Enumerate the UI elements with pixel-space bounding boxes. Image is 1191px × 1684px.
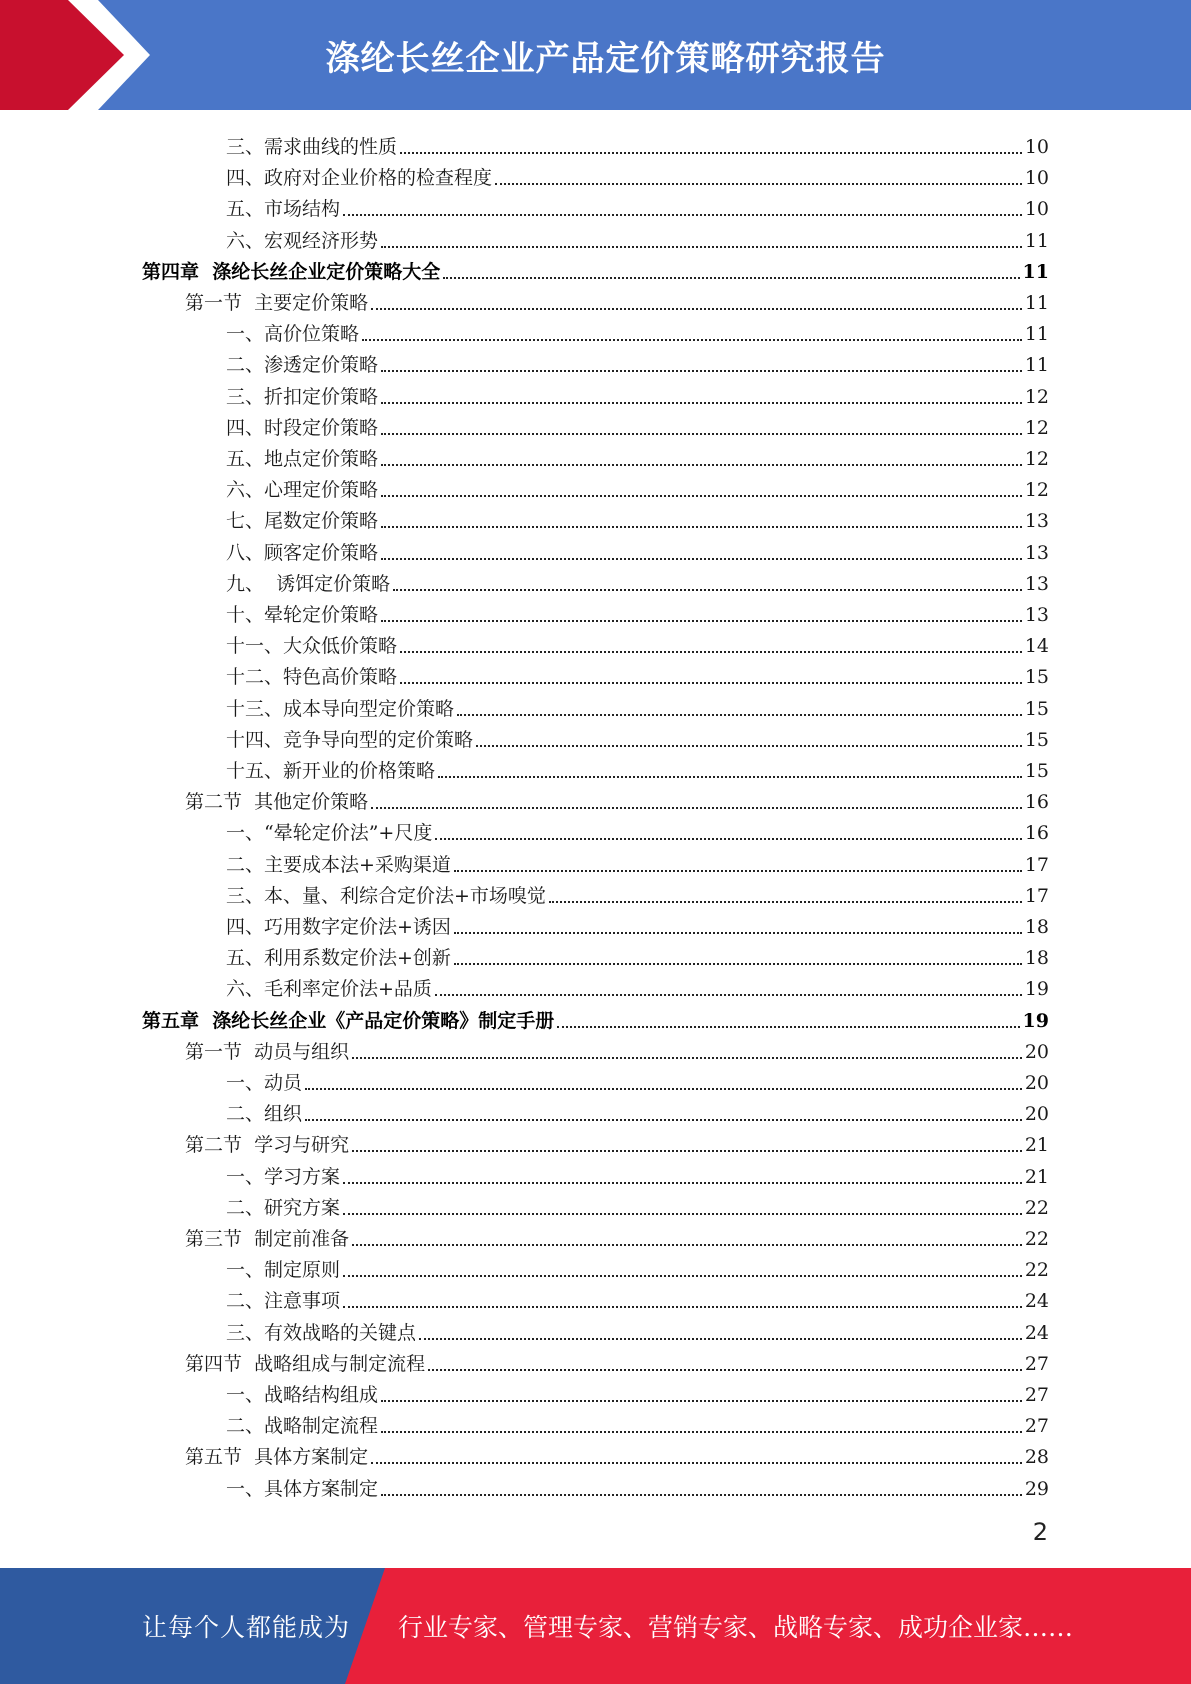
toc-item-entry[interactable]: [226, 1470, 1049, 1501]
toc-dot-leader: [381, 245, 1022, 248]
toc-item-entry[interactable]: [226, 409, 1049, 440]
toc-page-number: 10: [1024, 136, 1049, 158]
toc-dot-leader: [381, 432, 1022, 435]
toc-dot-leader: [343, 213, 1022, 216]
toc-item-entry[interactable]: [226, 1095, 1049, 1126]
toc-dot-leader: [371, 1461, 1022, 1464]
toc-entry-title: 一、高价位策略: [226, 323, 360, 346]
toc-page-number: 27: [1024, 1352, 1049, 1375]
toc-page-number: 11: [1024, 323, 1049, 346]
toc-item-entry[interactable]: [226, 814, 1049, 845]
toc-dot-leader: [457, 713, 1022, 716]
toc-item-entry[interactable]: [226, 346, 1049, 377]
toc-page-number: 17: [1024, 853, 1049, 876]
toc-entry-title: 十、晕轮定价策略: [226, 604, 379, 626]
toc-item-entry[interactable]: [226, 970, 1049, 1001]
toc-page-number: 18: [1024, 947, 1049, 970]
toc-entry-title: 三、折扣定价策略: [226, 385, 379, 408]
toc-item-entry[interactable]: [226, 440, 1049, 471]
toc-section-entry[interactable]: [185, 783, 1049, 814]
toc-dot-leader: [381, 1430, 1022, 1433]
toc-entry-title: 七、尾数定价策略: [226, 510, 379, 533]
toc-item-entry[interactable]: [226, 1158, 1049, 1189]
toc-section-entry[interactable]: [185, 1438, 1049, 1469]
toc-entry-title: 三、有效战略的关键点: [226, 1321, 417, 1344]
toc-item-entry[interactable]: [226, 1314, 1049, 1345]
toc-dot-leader: [381, 494, 1022, 497]
toc-item-entry[interactable]: [226, 534, 1049, 565]
toc-entry-title: 五、地点定价策略: [226, 448, 379, 470]
toc-item-entry[interactable]: [226, 752, 1049, 783]
toc-entry-title: 第四章 涤纶长丝企业定价策略大全: [142, 260, 441, 283]
toc-item-entry[interactable]: [226, 690, 1049, 721]
toc-page-number: 29: [1024, 1477, 1049, 1500]
toc-section-entry[interactable]: [185, 1033, 1049, 1064]
toc-page-number: 12: [1024, 479, 1049, 502]
toc-entry-title: 二、主要成本法+采购渠道: [226, 853, 451, 876]
toc-dot-leader: [381, 1399, 1022, 1402]
toc-entry-title: 四、政府对企业价格的检查程度: [226, 167, 493, 190]
toc-entry-title: 三、需求曲线的性质: [226, 136, 398, 158]
toc-item-entry[interactable]: [226, 658, 1049, 689]
toc-entry-title: 二、战略制定流程: [226, 1415, 379, 1438]
toc-dot-leader: [381, 463, 1022, 466]
toc-dot-leader: [381, 525, 1022, 528]
toc-page-number: 20: [1024, 1103, 1049, 1126]
footer-slogan-right: 行业专家、管理专家、营销专家、战略专家、成功企业家……: [398, 1613, 1074, 1642]
toc-dot-leader: [495, 182, 1022, 185]
toc-page-number: 11: [1024, 229, 1049, 252]
toc-dot-leader: [352, 1243, 1022, 1246]
footer-slogan-left: 让每个人都能成为: [142, 1613, 351, 1642]
toc-page-number: 10: [1024, 198, 1049, 221]
toc-item-entry[interactable]: [226, 939, 1049, 970]
toc-dot-leader: [352, 1149, 1022, 1152]
toc-page-number: 13: [1024, 604, 1049, 626]
page-number: 2: [1032, 1518, 1048, 1546]
page-header: [0, 0, 1191, 110]
toc-page-number: 21: [1024, 1165, 1049, 1188]
toc-dot-leader: [400, 650, 1022, 653]
toc-entry-title: 三、本、量、利综合定价法+市场嗅觉: [226, 884, 546, 907]
toc-entry-title: 一、具体方案制定: [226, 1477, 379, 1500]
toc-dot-leader: [381, 619, 1022, 622]
toc-dot-leader: [305, 1087, 1022, 1090]
toc-item-entry[interactable]: [226, 1064, 1049, 1095]
toc-dot-leader: [343, 1212, 1022, 1215]
toc-page-number: 21: [1024, 1134, 1049, 1157]
toc-dot-leader: [443, 276, 1019, 279]
toc-dot-leader: [454, 931, 1022, 934]
toc-section-entry[interactable]: [185, 1345, 1049, 1376]
toc-section-entry[interactable]: [185, 284, 1049, 315]
toc-page-number: 15: [1024, 760, 1049, 782]
toc-page-number: 13: [1024, 541, 1049, 564]
toc-entry-title: 十一、大众低价策略: [226, 635, 398, 658]
toc-dot-leader: [343, 1305, 1022, 1308]
toc-page-number: 24: [1024, 1321, 1049, 1344]
toc-item-entry[interactable]: [226, 565, 1049, 596]
toc-dot-leader: [381, 369, 1022, 372]
toc-entry-title: 二、注意事项: [226, 1290, 341, 1313]
toc-page-number: 28: [1024, 1446, 1049, 1469]
toc-item-entry[interactable]: [226, 846, 1049, 877]
toc-page-number: 16: [1024, 791, 1049, 814]
toc-page-number: 20: [1024, 1072, 1049, 1094]
toc-page-number: 19: [1024, 978, 1049, 1001]
toc-entry-title: 第二节 其他定价策略: [185, 791, 369, 814]
toc-page-number: 10: [1024, 167, 1049, 190]
toc-entry-title: 十五、新开业的价格策略: [226, 760, 436, 782]
toc-entry-title: 二、组织: [226, 1103, 303, 1126]
toc-dot-leader: [557, 1025, 1019, 1028]
toc-page-number: 22: [1024, 1196, 1049, 1219]
toc-dot-leader: [305, 1118, 1022, 1121]
toc-page-number: 12: [1024, 448, 1049, 470]
toc-item-entry[interactable]: [226, 596, 1049, 627]
toc-dot-leader: [343, 1274, 1022, 1277]
toc-dot-leader: [419, 1337, 1022, 1340]
toc-entry-title: 一、战略结构组成: [226, 1384, 379, 1406]
toc-entry-title: 一、学习方案: [226, 1165, 341, 1188]
toc-entry-title: 第三节 制定前准备: [185, 1228, 350, 1250]
toc-dot-leader: [454, 869, 1022, 872]
toc-entry-title: 第二节 学习与研究: [185, 1134, 350, 1157]
toc-entry-title: 十四、竞争导向型的定价策略: [226, 728, 474, 751]
toc-dot-leader: [371, 307, 1022, 310]
toc-dot-leader: [381, 1493, 1022, 1496]
toc-item-entry[interactable]: [226, 627, 1049, 658]
toc-item-entry[interactable]: [226, 1251, 1049, 1282]
toc-entry-title: 第四节 战略组成与制定流程: [185, 1352, 426, 1375]
toc-dot-leader: [381, 401, 1022, 404]
toc-item-entry[interactable]: [226, 222, 1049, 253]
toc-entry-title: 五、市场结构: [226, 198, 341, 221]
toc-entry-title: 五、利用系数定价法+创新: [226, 947, 451, 970]
toc-entry-title: 十三、成本导向型定价策略: [226, 697, 455, 720]
toc-item-entry[interactable]: [226, 721, 1049, 752]
toc-page-number: 11: [1024, 354, 1049, 377]
toc-page-number: 18: [1024, 916, 1049, 938]
toc-dot-leader: [400, 151, 1022, 154]
toc-page-number: 15: [1024, 697, 1049, 720]
toc-page-number: 20: [1024, 1040, 1049, 1063]
toc-entry-title: 九、 诱饵定价策略: [226, 572, 391, 595]
toc-page-number: 17: [1024, 884, 1049, 907]
toc-item-entry[interactable]: [226, 908, 1049, 939]
toc-item-entry[interactable]: [226, 1376, 1049, 1407]
toc-page-number: 27: [1024, 1384, 1049, 1406]
toc-entry-title: 第一节 动员与组织: [185, 1040, 350, 1063]
document-title: 涤纶长丝企业产品定价策略研究报告: [325, 38, 886, 79]
toc-item-entry[interactable]: [226, 471, 1049, 502]
toc-page-number: 15: [1024, 666, 1049, 689]
toc-entry-title: 一、“晕轮定价法”+尺度: [226, 822, 433, 845]
toc-page-number: 11: [1022, 260, 1049, 283]
toc-chapter-entry[interactable]: [142, 1002, 1049, 1033]
toc-entry-title: 一、动员: [226, 1072, 303, 1094]
toc-entry-title: 二、渗透定价策略: [226, 354, 379, 377]
toc-dot-leader: [428, 1368, 1022, 1371]
toc-entry-title: 四、巧用数字定价法+诱因: [226, 916, 451, 938]
toc-section-entry[interactable]: [185, 1220, 1049, 1251]
toc-page-number: 19: [1022, 1009, 1049, 1032]
toc-section-entry[interactable]: [185, 1126, 1049, 1157]
toc-item-entry[interactable]: [226, 159, 1049, 190]
toc-page-number: 27: [1024, 1415, 1049, 1438]
toc-dot-leader: [381, 557, 1022, 560]
toc-item-entry[interactable]: [226, 128, 1049, 159]
toc-entry-title: 第五节 具体方案制定: [185, 1446, 369, 1469]
toc-page-number: 24: [1024, 1290, 1049, 1313]
toc-dot-leader: [438, 775, 1022, 778]
toc-entry-title: 四、时段定价策略: [226, 416, 379, 439]
toc-entry-title: 六、毛利率定价法+品质: [226, 978, 432, 1001]
toc-item-entry[interactable]: [226, 315, 1049, 346]
toc-entry-title: 十二、特色高价策略: [226, 666, 398, 689]
toc-page-number: 13: [1024, 510, 1049, 533]
toc-page-number: 12: [1024, 416, 1049, 439]
toc-page-number: 13: [1024, 572, 1049, 595]
toc-entry-title: 六、心理定价策略: [226, 479, 379, 502]
toc-page-number: 11: [1024, 292, 1049, 314]
toc-entry-title: 二、研究方案: [226, 1196, 341, 1219]
toc-page-number: 22: [1024, 1259, 1049, 1282]
toc-item-entry[interactable]: [226, 502, 1049, 533]
toc-dot-leader: [352, 1056, 1022, 1059]
toc-page-number: 16: [1024, 822, 1049, 845]
toc-dot-leader: [476, 744, 1022, 747]
toc-dot-leader: [362, 338, 1022, 341]
toc-item-entry[interactable]: [226, 1189, 1049, 1220]
toc-dot-leader: [343, 1181, 1022, 1184]
toc-item-entry[interactable]: [226, 190, 1049, 221]
toc-dot-leader: [549, 900, 1022, 903]
toc-dot-leader: [393, 588, 1022, 591]
toc-dot-leader: [454, 962, 1022, 965]
toc-item-entry[interactable]: [226, 877, 1049, 908]
toc-page-number: 12: [1024, 385, 1049, 408]
toc-chapter-entry[interactable]: [142, 253, 1049, 284]
toc-entry-title: 八、顾客定价策略: [226, 541, 379, 564]
toc-dot-leader: [435, 837, 1021, 840]
toc-item-entry[interactable]: [226, 1407, 1049, 1438]
toc-dot-leader: [435, 993, 1022, 996]
toc-page-number: 14: [1024, 635, 1049, 658]
toc-dot-leader: [400, 681, 1022, 684]
toc-item-entry[interactable]: [226, 1282, 1049, 1313]
toc-entry-title: 六、宏观经济形势: [226, 229, 379, 252]
toc-entry-title: 第一节 主要定价策略: [185, 292, 369, 314]
toc-page-number: 15: [1024, 728, 1049, 751]
toc-entry-title: 一、制定原则: [226, 1259, 341, 1282]
toc-entry-title: 第五章 涤纶长丝企业《产品定价策略》制定手册: [142, 1009, 555, 1032]
toc-item-entry[interactable]: [226, 378, 1049, 409]
toc-page-number: 22: [1024, 1228, 1049, 1250]
page-footer: [0, 1568, 1191, 1684]
toc-dot-leader: [371, 806, 1022, 809]
